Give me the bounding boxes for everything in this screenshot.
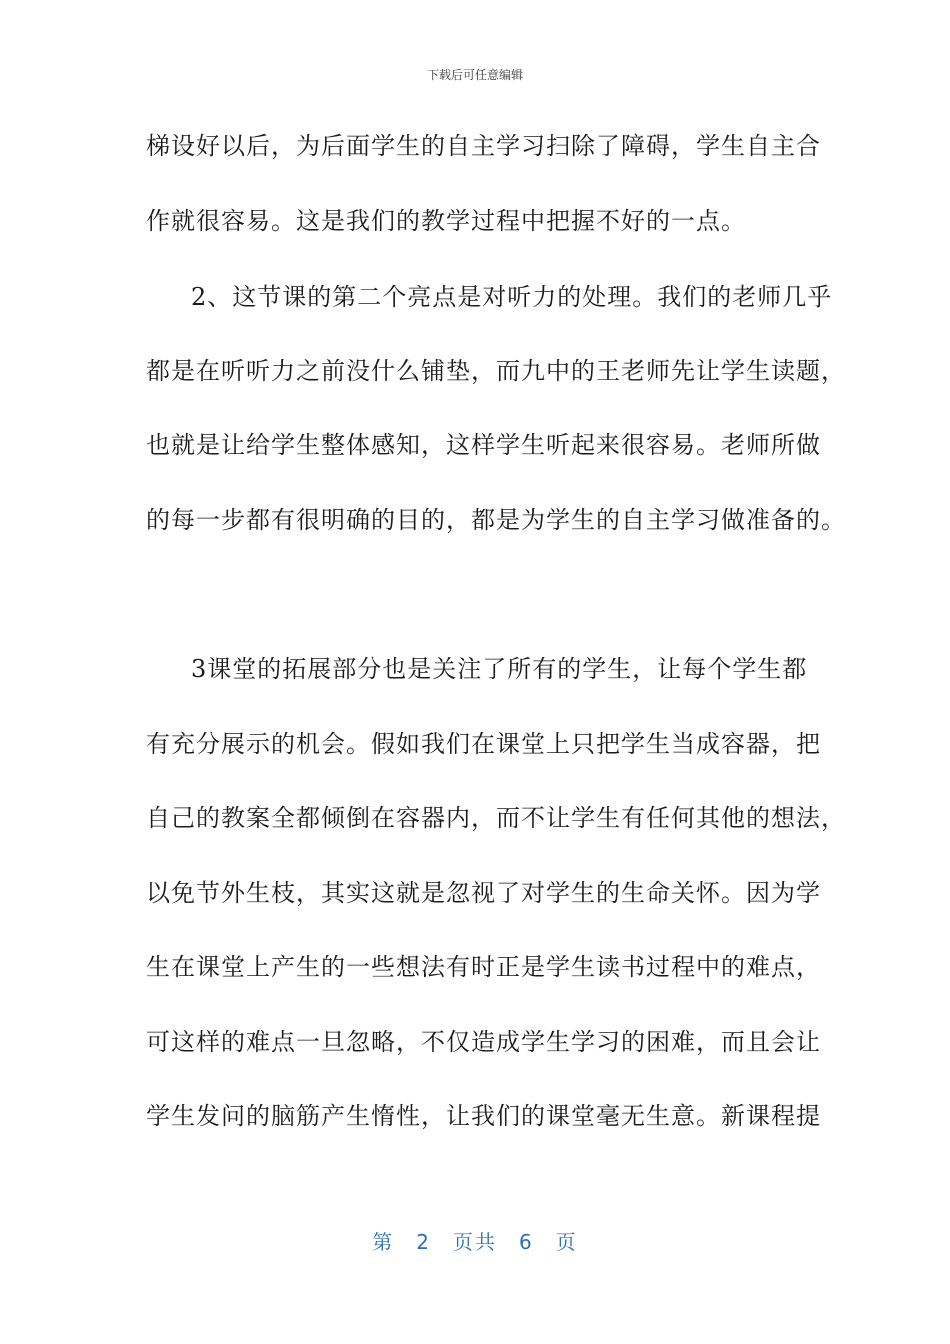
header-note: 下载后可任意编辑 <box>426 68 523 82</box>
body-line: 学生发问的脑筋产生惰性，让我们的课堂毫无生意。新课程提 <box>146 1102 821 1130</box>
footer-middle: 页共 <box>453 1230 497 1254</box>
body-line: 作就很容易。这是我们的教学过程中把握不好的一点。 <box>146 207 746 235</box>
body-line: 生在课堂上产生的一些想法有时正是学生读书过程中的难点， <box>146 953 821 981</box>
footer-suffix: 页 <box>555 1230 578 1254</box>
body-line: 的每一步都有很明确的目的，都是为学生的自主学习做准备的。 <box>146 506 846 534</box>
body-line: 梯设好以后，为后面学生的自主学习扫除了障碍，学生自主合 <box>146 132 821 160</box>
page-footer <box>0 1226 950 1255</box>
body-line: 有充分展示的机会。假如我们在课堂上只把学生当成容器，把 <box>146 730 821 758</box>
body-line: 可这样的难点一旦忽略，不仅造成学生学习的困难，而且会让 <box>146 1028 821 1056</box>
body-line: 3课堂的拓展部分也是关注了所有的学生，让每个学生都 <box>191 655 808 683</box>
body-line: 以免节外生枝，其实这就是忽视了对学生的生命关怀。因为学 <box>146 879 821 907</box>
footer-prefix: 第 <box>372 1230 395 1254</box>
body-line: 都是在听听力之前没什么铺垫，而九中的王老师先让学生读题， <box>146 357 846 385</box>
body-line: 自己的教案全都倾倒在容器内，而不让学生有任何其他的想法， <box>146 804 846 832</box>
footer-page-number: 2 <box>416 1230 431 1254</box>
body-line: 也就是让给学生整体感知，这样学生听起来很容易。老师所做 <box>146 431 821 459</box>
body-line: 2、这节课的第二个亮点是对听力的处理。我们的老师几乎 <box>191 283 833 311</box>
footer-total-pages: 6 <box>519 1230 534 1254</box>
